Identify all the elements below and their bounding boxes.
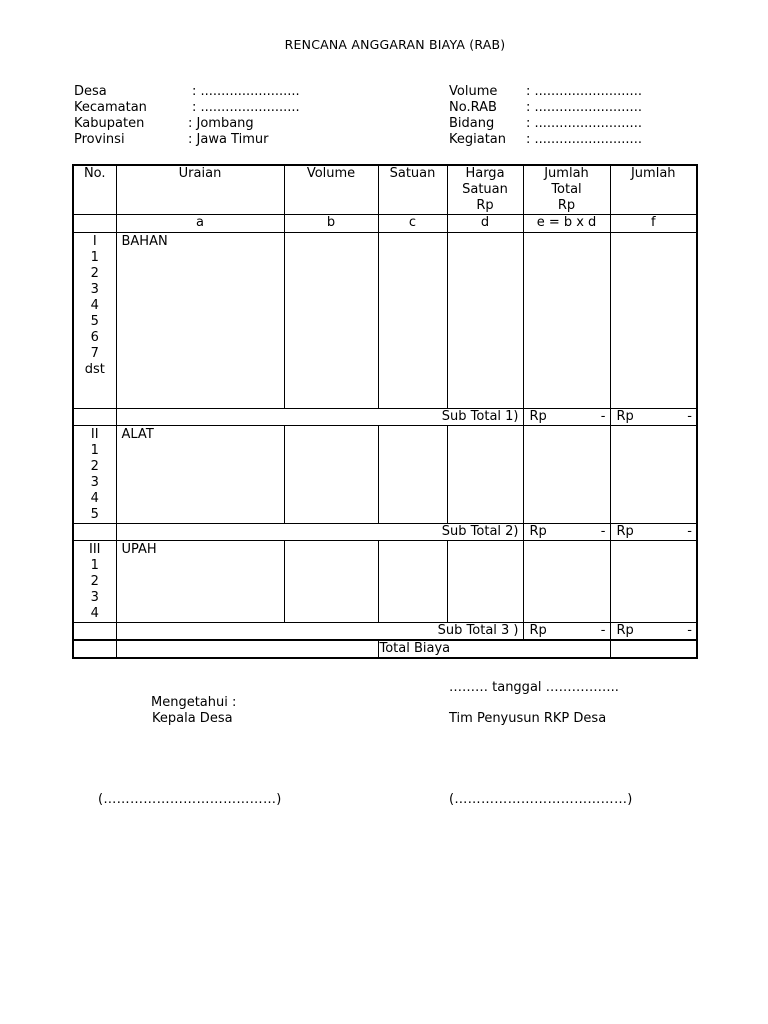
jumlah-cell xyxy=(610,426,697,524)
dash-value: - xyxy=(600,409,606,424)
currency-label: Rp xyxy=(616,524,634,539)
subtotal-jumlah xyxy=(610,623,697,641)
header-harga-satuan xyxy=(447,165,523,215)
subtotal-row-1 xyxy=(73,409,697,426)
header-harga-line1: Harga xyxy=(465,166,505,181)
dash-value: - xyxy=(687,524,692,539)
item-number: 5 xyxy=(90,314,99,329)
item-number: dst xyxy=(84,362,105,377)
kabupaten-value: : Jombang xyxy=(188,116,254,131)
subtotal-blank xyxy=(73,409,116,426)
total-label: Total Biaya xyxy=(378,640,610,658)
dash-value: - xyxy=(600,524,606,539)
item-number: 5 xyxy=(90,507,99,522)
right-signature-name: (…………………………………) xyxy=(449,792,633,807)
item-number: 2 xyxy=(90,266,99,281)
header-harga-line2: Satuan xyxy=(462,182,508,197)
provinsi-value: : Jawa Timur xyxy=(188,132,269,147)
jumlah-cell xyxy=(610,541,697,623)
item-number: 6 xyxy=(90,330,99,345)
section-name-bahan: BAHAN xyxy=(116,233,284,409)
subtotal-jumlah-total xyxy=(523,524,610,541)
code-d: d xyxy=(447,215,523,233)
rab-table xyxy=(72,164,698,659)
header-uraian: Uraian xyxy=(116,165,284,215)
section-numeral: I xyxy=(92,234,97,249)
section-numbers-bahan xyxy=(73,233,116,409)
subtotal-jumlah-total xyxy=(523,409,610,426)
currency-label: Rp xyxy=(616,623,634,638)
kabupaten-label: Kabupaten xyxy=(74,116,145,131)
code-b: b xyxy=(284,215,378,233)
kecamatan-label: Kecamatan xyxy=(74,100,147,115)
section-row-upah xyxy=(73,541,697,623)
left-signature-name: (…………………………………) xyxy=(98,792,282,807)
volume-cell xyxy=(284,541,378,623)
header-row xyxy=(73,165,697,215)
item-number: 1 xyxy=(90,443,99,458)
section-row-alat xyxy=(73,426,697,524)
desa-value: : ........................ xyxy=(192,84,300,99)
header-jumlah-total xyxy=(523,165,610,215)
subtotal-jumlah-total xyxy=(523,623,610,641)
volume-cell xyxy=(284,426,378,524)
kepala-desa-label: Kepala Desa xyxy=(152,711,233,726)
subtotal-blank xyxy=(73,623,116,641)
item-number: 3 xyxy=(90,590,99,605)
section-row-bahan xyxy=(73,233,697,409)
tim-penyusun-label: Tim Penyusun RKP Desa xyxy=(449,711,607,726)
header-satuan: Satuan xyxy=(378,165,447,215)
satuan-cell xyxy=(378,233,447,409)
mengetahui-label: Mengetahui : xyxy=(151,695,237,710)
provinsi-label: Provinsi xyxy=(74,132,125,147)
subtotal-label: Sub Total 3 ) xyxy=(116,623,523,641)
satuan-cell xyxy=(378,426,447,524)
item-number: 3 xyxy=(90,475,99,490)
total-blank-wide xyxy=(116,640,378,658)
item-number: 4 xyxy=(90,491,99,506)
subtotal-blank xyxy=(73,524,116,541)
header-no: No. xyxy=(73,165,116,215)
total-row xyxy=(73,640,697,658)
header-jumlah-total-line1: Jumlah xyxy=(544,166,589,181)
jumlah-total-cell xyxy=(523,426,610,524)
header-jumlah-total-line3: Rp xyxy=(557,198,576,213)
item-number: 1 xyxy=(90,250,99,265)
code-e: e = b x d xyxy=(523,215,610,233)
currency-label: Rp xyxy=(529,623,547,638)
code-a: a xyxy=(116,215,284,233)
dash-value: - xyxy=(687,623,692,638)
subtotal-row-2 xyxy=(73,524,697,541)
section-numeral: III xyxy=(88,542,101,557)
currency-label: Rp xyxy=(529,524,547,539)
subtotal-jumlah xyxy=(610,524,697,541)
volume-value: : .......................... xyxy=(526,84,642,99)
item-number: 2 xyxy=(90,459,99,474)
item-number: 1 xyxy=(90,558,99,573)
jumlah-total-cell xyxy=(523,541,610,623)
item-number: 4 xyxy=(90,606,99,621)
code-c: c xyxy=(378,215,447,233)
document-title: RENCANA ANGGARAN BIAYA (RAB) xyxy=(284,37,506,52)
total-blank xyxy=(73,640,116,658)
header-volume: Volume xyxy=(284,165,378,215)
dash-value: - xyxy=(600,623,606,638)
dash-value: - xyxy=(687,409,692,424)
section-numeral: II xyxy=(90,427,99,442)
item-number: 2 xyxy=(90,574,99,589)
column-code-row xyxy=(73,215,697,233)
volume-cell xyxy=(284,233,378,409)
subtotal-row-3 xyxy=(73,623,697,641)
section-name-upah: UPAH xyxy=(116,541,284,623)
subtotal-jumlah xyxy=(610,409,697,426)
harga-cell xyxy=(447,541,523,623)
subtotal-label: Sub Total 2) xyxy=(116,524,523,541)
section-numbers-upah xyxy=(73,541,116,623)
subtotal-label: Sub Total 1) xyxy=(116,409,523,426)
kegiatan-value: : .......................... xyxy=(526,132,642,147)
header-harga-line3: Rp xyxy=(476,198,494,213)
currency-label: Rp xyxy=(529,409,547,424)
item-number: 4 xyxy=(90,298,99,313)
jumlah-cell xyxy=(610,233,697,409)
volume-label: Volume xyxy=(449,84,498,99)
kegiatan-label: Kegiatan xyxy=(449,132,507,147)
section-name-alat: ALAT xyxy=(116,426,284,524)
harga-cell xyxy=(447,233,523,409)
date-line: ……… tanggal …………….. xyxy=(449,680,619,695)
harga-cell xyxy=(447,426,523,524)
bidang-value: : .......................... xyxy=(526,116,642,131)
no-rab-label: No.RAB xyxy=(449,100,497,115)
header-jumlah: Jumlah xyxy=(610,165,697,215)
kecamatan-value: : ........................ xyxy=(192,100,300,115)
bidang-label: Bidang xyxy=(449,116,495,131)
item-number: 7 xyxy=(90,346,99,361)
satuan-cell xyxy=(378,541,447,623)
total-value xyxy=(610,640,697,658)
code-f: f xyxy=(610,215,697,233)
jumlah-total-cell xyxy=(523,233,610,409)
currency-label: Rp xyxy=(616,409,634,424)
header-jumlah-total-line2: Total xyxy=(551,182,582,197)
no-rab-value: : .......................... xyxy=(526,100,642,115)
item-number: 3 xyxy=(90,282,99,297)
section-numbers-alat xyxy=(73,426,116,524)
code-blank xyxy=(73,215,116,233)
desa-label: Desa xyxy=(74,84,107,99)
